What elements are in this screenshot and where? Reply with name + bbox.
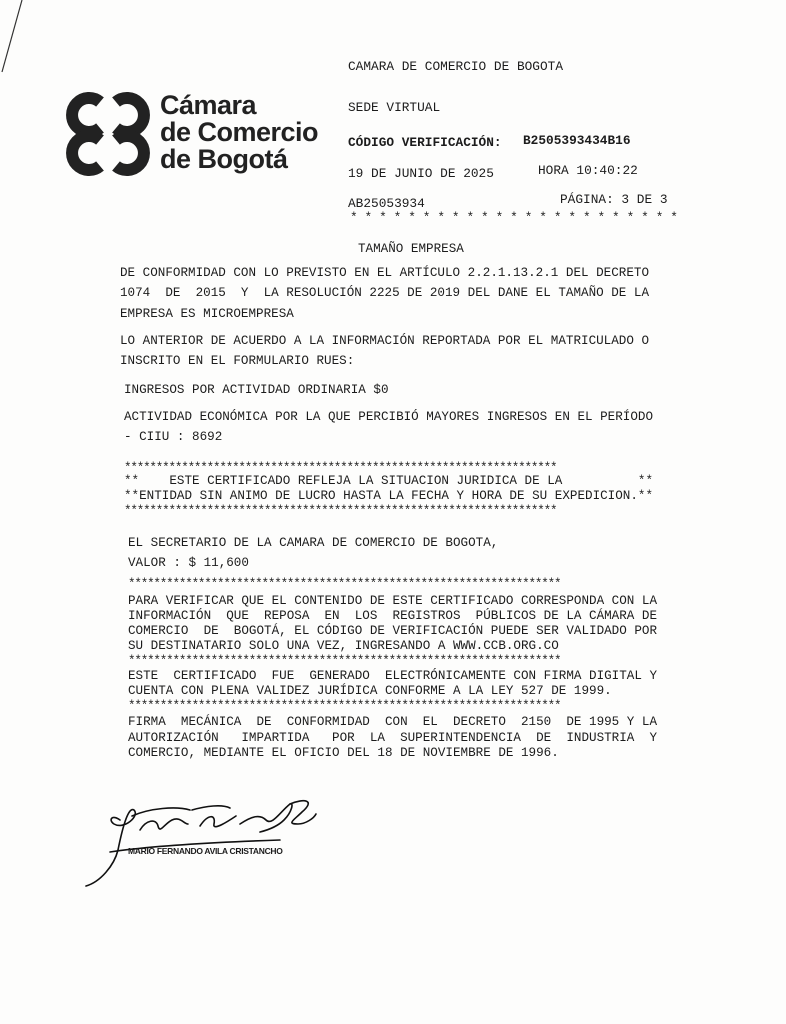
logo-line-1: Cámara xyxy=(160,90,257,120)
scan-edge-line xyxy=(0,0,30,80)
ccb-logo-wordmark xyxy=(160,92,318,173)
notice-stars-top: ******************************************************************** xyxy=(124,461,557,475)
notice-line-2: **ENTIDAD SIN ANIMO DE LUCRO HASTA LA FECHA Y HORA DE SU EXPEDICION.** xyxy=(124,489,654,503)
firma-line-1: FIRMA MECÁNICA DE CONFORMIDAD CON EL DECRETO 2150 DE 1995 Y LA xyxy=(128,715,658,729)
paragraph-1-line-1: DE CONFORMIDAD CON LO PREVISTO EN EL ARTÍCULO 2.2.1.13.2.1 DEL DECRETO xyxy=(120,266,650,280)
logo-line-3: de Bogotá xyxy=(160,144,288,174)
signer-name: MARIO FERNANDO AVILA CRISTANCHO xyxy=(128,846,283,856)
handwritten-signature xyxy=(80,790,340,890)
header-date: 19 DE JUNIO DE 2025 xyxy=(348,166,494,181)
secretary-line: EL SECRETARIO DE LA CAMARA DE COMERCIO DE BOGOTA, xyxy=(128,536,499,550)
verify-line-4: SU DESTINATARIO SOLO UNA VEZ, INGRESANDO A WWW.CCB.ORG.CO xyxy=(128,639,559,653)
firma-line-3: COMERCIO, MEDIANTE EL OFICIO DEL 18 DE NOVIEMBRE DE 1996. xyxy=(128,746,559,760)
paragraph-3: INGRESOS POR ACTIVIDAD ORDINARIA $0 xyxy=(124,383,389,397)
verify-line-2: INFORMACIÓN QUE REPOSA EN LOS REGISTROS PÚBLICOS DE LA CÁMARA DE xyxy=(128,609,658,623)
section-title: TAMAÑO EMPRESA xyxy=(358,242,464,256)
header-page: PÁGINA: 3 DE 3 xyxy=(560,192,668,207)
electronic-line-2: CUENTA CON PLENA VALIDEZ JURÍDICA CONFORME A LA LEY 527 DE 1999. xyxy=(128,684,612,698)
paragraph-4-line-2: - CIIU : 8692 xyxy=(124,430,223,444)
logo-line-2: de Comercio xyxy=(160,117,319,147)
paragraph-2-line-2: INSCRITO EN EL FORMULARIO RUES: xyxy=(120,354,355,368)
header-institution: CAMARA DE COMERCIO DE BOGOTA xyxy=(348,59,564,74)
header-sede: SEDE VIRTUAL xyxy=(348,100,441,115)
paragraph-2-line-1: LO ANTERIOR DE ACUERDO A LA INFORMACIÓN REPORTADA POR EL MATRICULADO O xyxy=(120,334,650,348)
paragraph-4-line-1: ACTIVIDAD ECONÓMICA POR LA QUE PERCIBIÓ MAYORES INGRESOS EN EL PERÍODO xyxy=(124,410,654,424)
firma-line-2: AUTORIZACIÓN IMPARTIDA POR LA SUPERINTENDENCIA DE INDUSTRIA Y xyxy=(128,731,658,745)
paragraph-1-line-2: 1074 DE 2015 Y LA RESOLUCIÓN 2225 DE 2019 DEL DANE EL TAMAÑO DE LA xyxy=(120,286,650,300)
verification-code: B2505393434B16 xyxy=(523,133,631,148)
electronic-stars: ******************************************************************** xyxy=(128,699,561,713)
header-time: HORA 10:40:22 xyxy=(538,163,638,178)
ccb-logo-mark-icon xyxy=(62,88,154,180)
valor-line: VALOR : $ 11,600 xyxy=(128,556,249,570)
ccb-logo xyxy=(62,88,332,180)
verification-label: CÓDIGO VERIFICACIÓN: xyxy=(348,135,502,150)
verify-line-1: PARA VERIFICAR QUE EL CONTENIDO DE ESTE CERTIFICADO CORRESPONDA CON LA xyxy=(128,594,658,608)
notice-line-1: ** ESTE CERTIFICADO REFLEJA LA SITUACION JURIDICA DE LA ** xyxy=(124,474,654,488)
verify-stars-top: ******************************************************************** xyxy=(128,577,561,591)
header-ref: AB25053934 xyxy=(348,196,425,211)
header-stars: * * * * * * * * * * * * * * * * * * * * * * * xyxy=(350,210,678,225)
paragraph-1-line-3: EMPRESA ES MICROEMPRESA xyxy=(120,307,294,321)
electronic-line-1: ESTE CERTIFICADO FUE GENERADO ELECTRÓNICAMENTE CON FIRMA DIGITAL Y xyxy=(128,669,658,683)
verify-stars-bottom: ******************************************************************** xyxy=(128,654,561,668)
notice-stars-bottom: ******************************************************************** xyxy=(124,504,557,518)
verify-line-3: COMERCIO DE BOGOTÁ, EL CÓDIGO DE VERIFICACIÓN PUEDE SER VALIDADO POR xyxy=(128,624,658,638)
